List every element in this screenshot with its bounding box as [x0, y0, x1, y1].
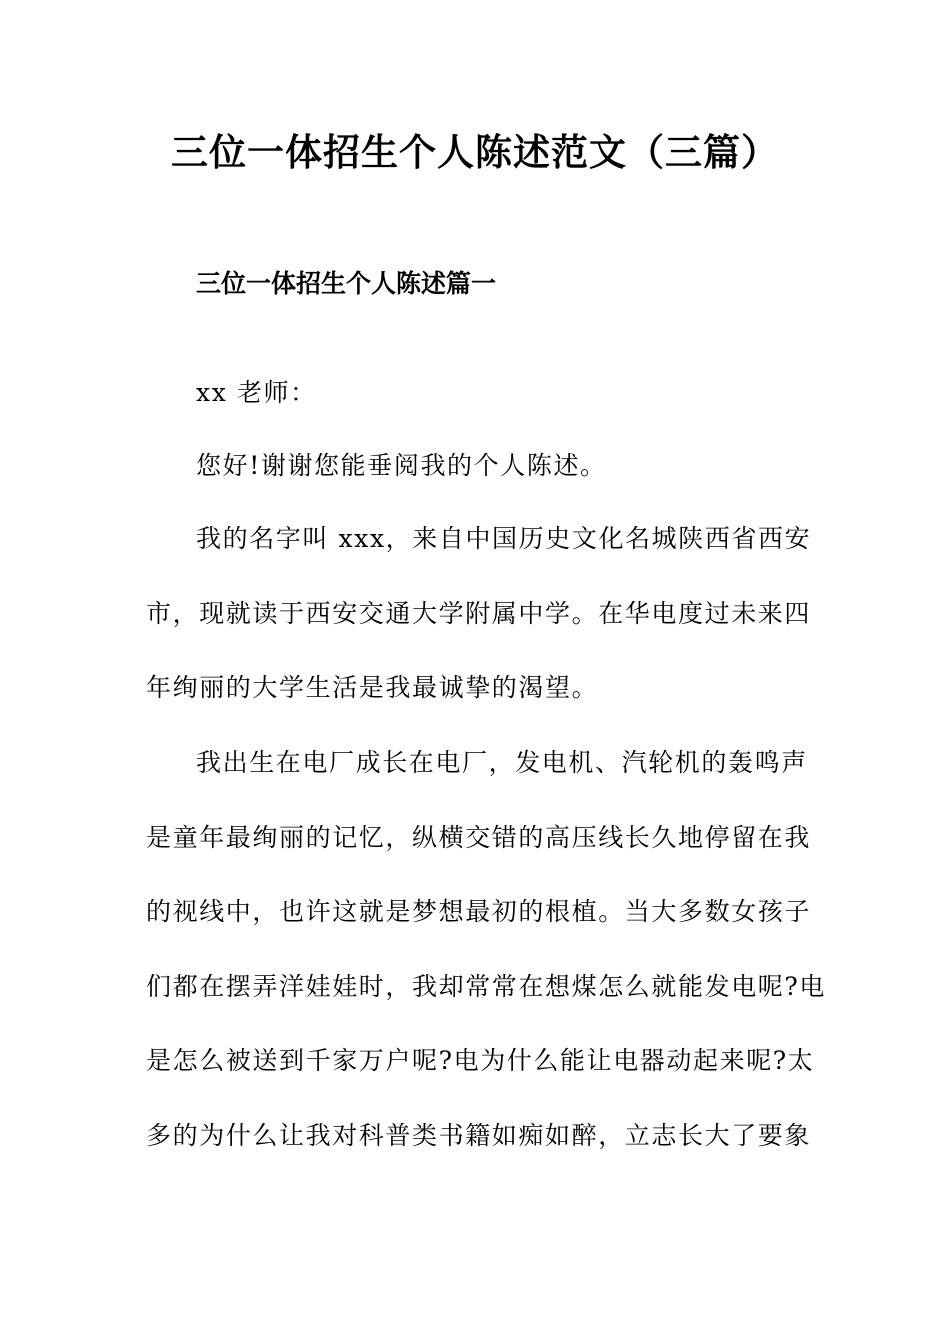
paragraph-line: 年绚丽的大学生活是我最诚挚的渴望。 — [146, 673, 599, 702]
paragraph-line: 多的为什么让我对科普类书籍如痴如醉，立志长大了要象 — [146, 1121, 812, 1150]
paragraph-line: 是怎么被送到千家万户呢?电为什么能让电器动起来呢?太 — [146, 1046, 815, 1075]
paragraph-line: 我出生在电厂成长在电厂，发电机、汽轮机的轰鸣声 — [196, 748, 808, 777]
paragraph-line: 我的名字叫 xxx，来自中国历史文化名城陕西省西安 — [196, 524, 812, 553]
paragraph-line: 们都在摆弄洋娃娃时，我却常常在想煤怎么就能发电呢?电 — [146, 972, 827, 1001]
paragraph-line: 是童年最绚丽的记忆，纵横交错的高压线长久地停留在我 — [146, 823, 812, 852]
document-title: 三位一体招生个人陈述范文（三篇） — [171, 131, 779, 174]
paragraph-line: 的视线中，也许这就是梦想最初的根植。当大多数女孩子 — [146, 897, 812, 926]
paragraph-line: 您好!谢谢您能垂阅我的个人陈述。 — [196, 451, 607, 480]
section-heading: 三位一体招生个人陈述篇一 — [196, 269, 497, 298]
paragraph-line: 市，现就读于西安交通大学附属中学。在华电度过未来四 — [146, 599, 812, 628]
salutation-line: xx 老师： — [196, 378, 317, 407]
